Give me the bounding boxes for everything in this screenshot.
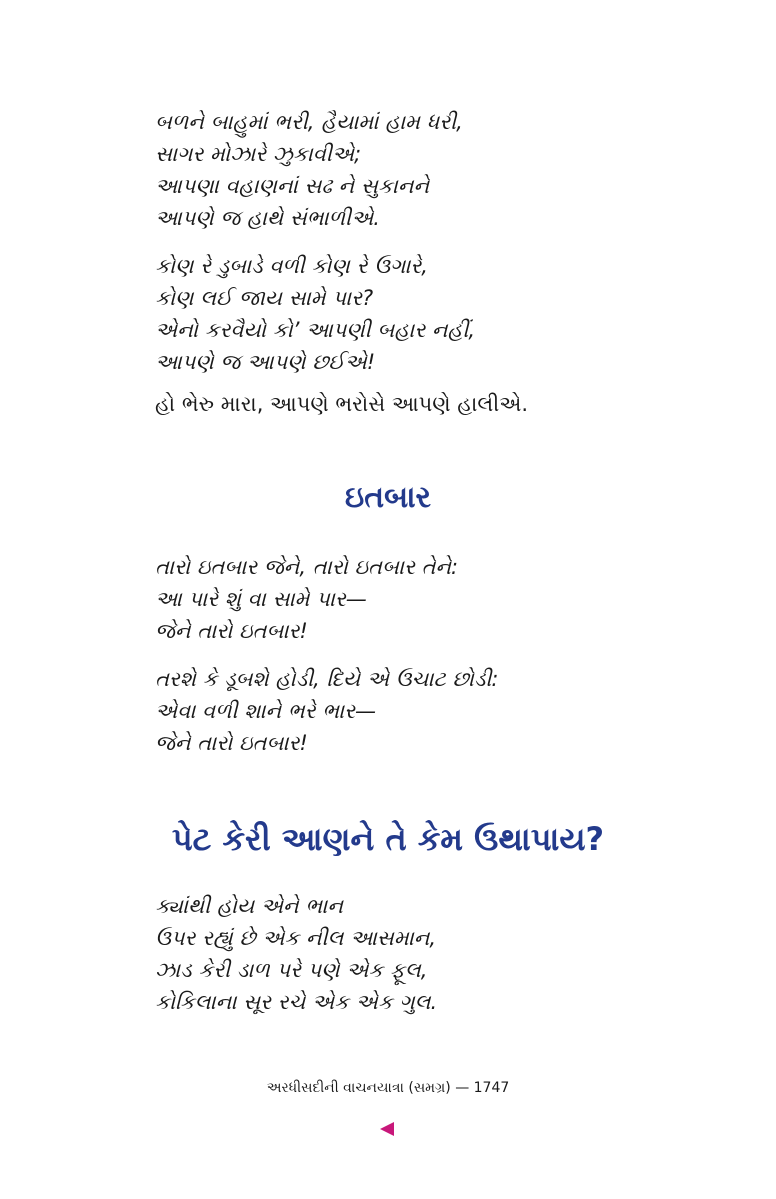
poem3-title: પેટ કેરી આણને તે કેમ ઉથાપાય? <box>171 820 605 858</box>
verse-line: ક્યાંથી હોય એને ભાન <box>155 894 343 918</box>
verse-line: ઝાડ કેરી ડાળ પરે પણે એક ફૂલ, <box>155 958 428 982</box>
verse-line: આપણે જ આપણે છઈએ! <box>155 350 376 374</box>
verse-line: ઉપર રહ્યું છે એક નીલ આસમાન, <box>155 926 437 950</box>
poem1-stanza1 <box>155 106 463 234</box>
poem1-stanza2 <box>155 250 475 378</box>
verse-line: આ પારે શું વા સામે પાર— <box>155 587 367 611</box>
verse-line: કોકિલાના સૂર રચે એક એક ગુલ. <box>155 990 438 1014</box>
poem3-stanza1 <box>155 890 437 1018</box>
verse-line: એવા વળી શાને ભરે ભાર— <box>155 699 376 723</box>
verse-line: એનો કરવૈયો કો’ આપણી બહાર નહીં, <box>155 318 476 342</box>
page-footer <box>0 1080 776 1096</box>
poem2-title: ઇતબાર <box>344 480 432 515</box>
verse-line: કોણ લઈ જાય સામે પાર? <box>155 286 374 310</box>
verse-line: આપણે જ હાથે સંભાળીએ. <box>155 206 380 230</box>
verse-line: સાગર મોઝારે ઝુકાવીએ; <box>155 142 362 166</box>
verse-line: તરશે કે ડૂબશે હોડી, દિયે એ ઉચાટ છોડી: <box>155 667 499 691</box>
poem2-stanza1 <box>155 551 458 647</box>
verse-line: બળને બાહુમાં ભરી, હૈયામાં હામ ધરી, <box>155 110 463 134</box>
verse-line: કોણ રે ડુબાડે વળી કોણ રે ઉગારે, <box>155 254 428 278</box>
verse-line: જેને તારો ઇતબાર! <box>155 731 308 755</box>
poem1-refrain: હો ભેરુ મારા, આપણે ભરોસે આપણે હાલીએ. <box>155 392 529 416</box>
left-triangle-icon <box>380 1122 394 1136</box>
verse-line: આપણા વહાણનાં સઢ ને સુકાનને <box>155 174 430 198</box>
verse-line: તારો ઇતબાર જેને, તારો ઇતબાર તેને: <box>155 555 459 579</box>
footer-separator: — <box>455 1080 470 1096</box>
poem2-stanza2 <box>155 663 498 759</box>
book-title: અરધીસદીની વાચનયાત્રા (સમગ્ર) <box>266 1080 451 1096</box>
page-number: 1747 <box>473 1080 510 1096</box>
verse-line: જેને તારો ઇતબાર! <box>155 619 308 643</box>
